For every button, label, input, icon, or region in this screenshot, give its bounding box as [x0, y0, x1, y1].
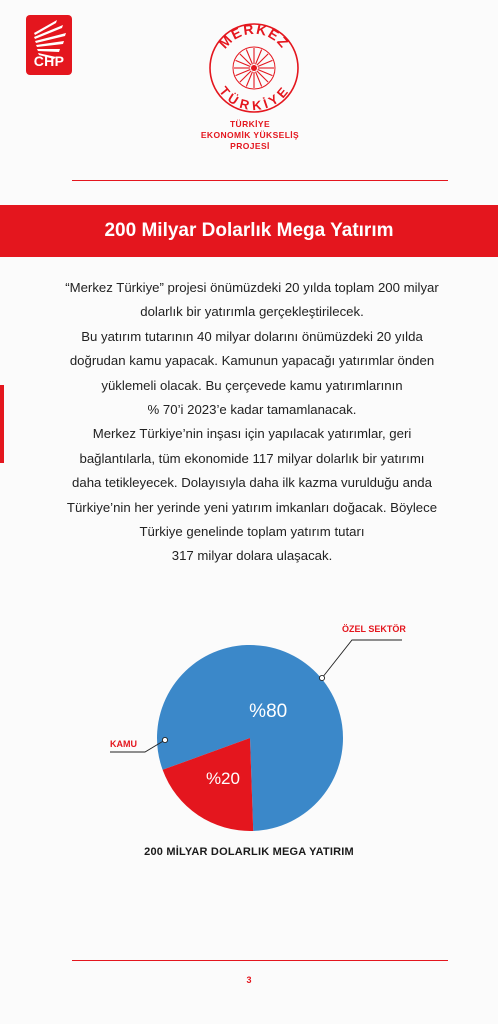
- paragraph-line: dolarlık bir yatırımla gerçekleştirilecek.: [140, 304, 364, 320]
- page-number: 3: [246, 975, 252, 985]
- body-paragraph: [40, 276, 464, 569]
- edge-mark: [0, 385, 4, 463]
- emblem-spoke: [240, 54, 251, 65]
- paragraph-line: Merkez Türkiye’nin inşası için yapılacak yatırımlar, geri: [92, 426, 412, 442]
- emblem-spoke: [246, 50, 252, 65]
- emblem-spoke: [240, 71, 251, 82]
- emblem-top-text: MERKEZ: [215, 22, 293, 52]
- pie-value-label: %20: [205, 769, 240, 789]
- paragraph-line: doğrudan kamu yapacak. Kamunun yapacağı yatırımlar önden: [69, 353, 435, 369]
- emblem-spoke: [236, 60, 251, 66]
- paragraph-line: daha tetikleyecek. Dolayısıyla daha ilk kazma vurulduğu anda: [72, 475, 432, 491]
- pie-leader-dot: [162, 737, 167, 742]
- paragraph-line: yüklemeli olacak. Bu çerçevede kamu yatırımlarının: [101, 377, 403, 393]
- pie-leader-dot: [319, 675, 324, 680]
- paragraph-line: 317 milyar dolara ulaşacak.: [171, 548, 333, 564]
- emblem-tagline-3: PROJESİ: [230, 141, 270, 151]
- emblem-bottom-text: TÜRKİYE: [216, 83, 292, 113]
- emblem-spoke: [236, 70, 251, 76]
- chp-logo: [26, 15, 72, 75]
- emblem-spoke: [256, 72, 262, 87]
- emblem-tagline-2: EKONOMİK YÜKSELİŞ: [200, 130, 300, 140]
- merkez-turkiye-emblem: [208, 22, 300, 114]
- paragraph-line: Bu yatırım tutarının 40 milyar dolarını önümüzdeki 20 yılda: [81, 328, 423, 344]
- paragraph-line: “Merkez Türkiye” projesi önümüzdeki 20 yılda toplam 200 milyar: [65, 280, 439, 295]
- chart-title: 200 MİLYAR DOLARLIK MEGA YATIRIM: [144, 846, 354, 858]
- bottom-divider: [72, 960, 448, 961]
- emblem-spoke: [258, 70, 273, 76]
- emblem-tagline-1: TÜRKİYE: [229, 119, 271, 129]
- emblem-spoke: [257, 54, 268, 65]
- pie-category-label: KAMU: [110, 739, 137, 749]
- paragraph-line: Türkiye genelinde toplam yatırım tutarı: [139, 524, 365, 540]
- emblem-spoke: [258, 60, 273, 66]
- top-divider: [72, 180, 448, 181]
- emblem-spoke: [246, 72, 252, 87]
- banner-title: 200 Milyar Dolarlık Mega Yatırım: [0, 205, 498, 257]
- paragraph-line: Türkiye’nin her yerinde yeni yatırım imkanları doğacak. Böylece: [66, 499, 438, 515]
- pie-value-label: %80: [249, 701, 288, 723]
- pie-leader-line: [322, 640, 402, 678]
- pie-category-label: ÖZEL SEKTÖR: [342, 624, 406, 634]
- paragraph-line: % 70’i 2023’e kadar tamamlanacak.: [147, 402, 357, 418]
- investment-pie-chart: [0, 600, 498, 840]
- emblem-spoke: [257, 71, 268, 82]
- chp-logo-text: CHP: [33, 53, 65, 69]
- emblem-spoke: [256, 50, 262, 65]
- paragraph-line: bağlantılarla, tüm ekonomide 117 milyar dolarlık bir yatırımı: [79, 450, 425, 466]
